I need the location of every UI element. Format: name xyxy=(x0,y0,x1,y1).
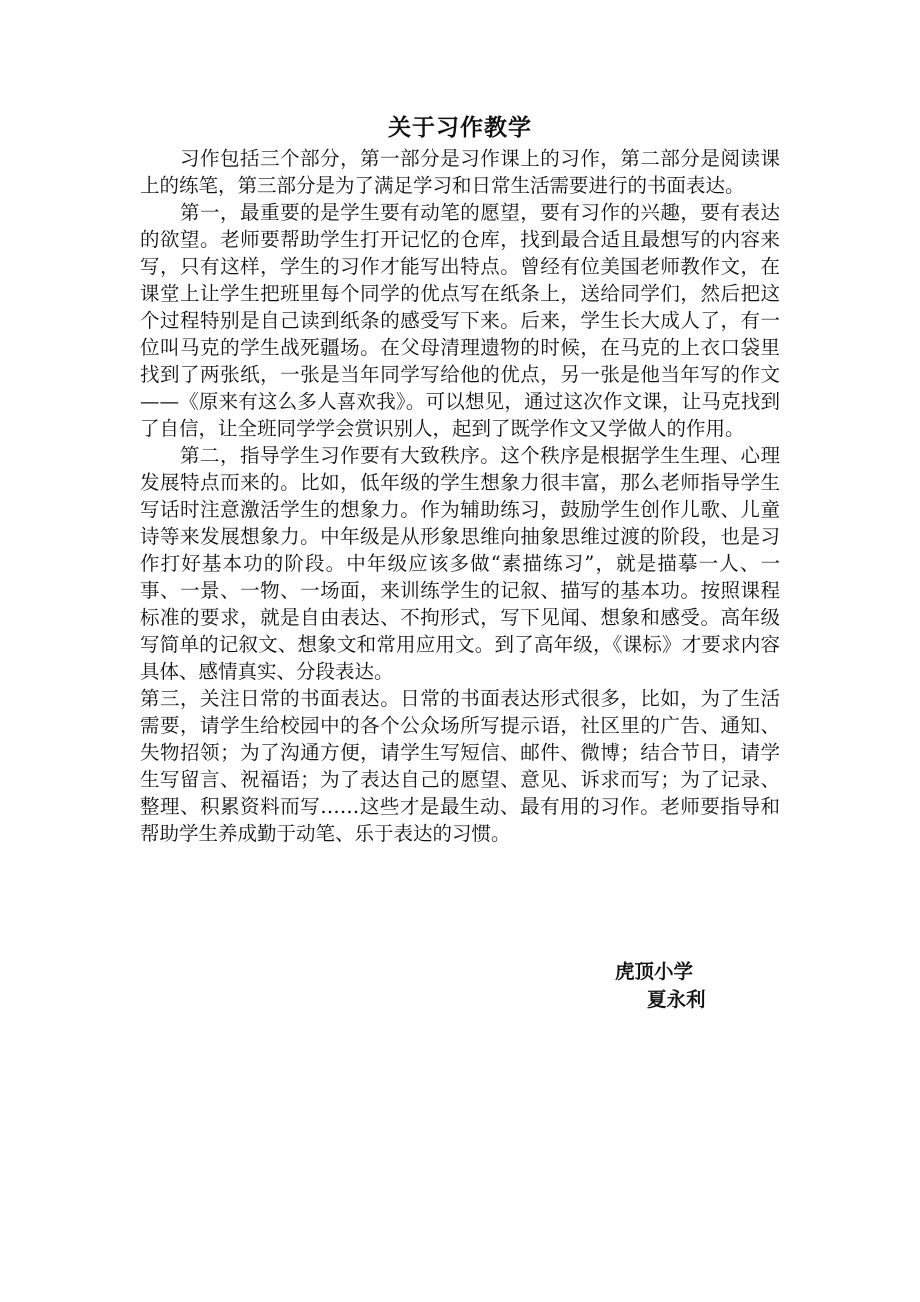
paragraph-second-point: 第二，指导学生习作要有大致秩序。这个秩序是根据学生生理、心理发展特点而来的。比如，低年级的学生想象力很丰富，那么老师指导学生写话时注意激活学生的想象力。作为辅助练习，鼓励学生创作儿歌、儿童诗等来发展想象力。中年级是从形象思维向抽象思维过渡的阶段，也是习作打好基本功的阶段。中年级应该多做“素描练习”，就是描摹一人、一事、一景、一物、一场面，来训练学生的记叙、描写的基本功。按照课程标准的要求，就是自由表达、不拘形式，写下见闻、想象和感受。高年级写简单的记叙文、想象文和常用应用文。到了高年级，《课标》才要求内容具体、感情真实、分段表达。 xyxy=(140,444,780,683)
paragraph-third-point: 第三，关注日常的书面表达。日常的书面表达形式很多，比如，为了生活需要，请学生给校园中的各个公众场所写提示语，社区里的广告、通知、失物招领；为了沟通方便，请学生写短信、邮件、微博；结合节日，请学生写留言、祝福语；为了表达自己的愿望、意见、诉求而写；为了记录、整理、积累资料而写……这些才是最生动、最有用的习作。老师要指导和帮助学生养成勤于动笔、乐于表达的习惯。 xyxy=(140,687,780,845)
document-title: 关于习作教学 xyxy=(388,114,532,141)
signature-author: 夏永利 xyxy=(647,988,706,1011)
signature-block xyxy=(615,958,706,1014)
document-body xyxy=(140,145,780,847)
paragraph-first-point: 第一，最重要的是学生要有动笔的愿望，要有习作的兴趣，要有表达的欲望。老师要帮助学生打开记忆的仓库，找到最合适且最想写的内容来写，只有这样，学生的习作才能写出特点。曾经有位美国老师教作文，在课堂上让学生把班里每个同学的优点写在纸条上，送给同学们，然后把这个过程特别是自己读到纸条的感受写下来。后来，学生长大成人了，有一位叫马克的学生战死疆场。在父母清理遗物的时候，在马克的上衣口袋里找到了两张纸，一张是当年同学写给他的优点，另一张是他当年写的作文——《原来有这么多人喜欢我》。可以想见，通过这次作文课，让马克找到了自信，让全班同学学会赏识别人，起到了既学作文又学做人的作用。 xyxy=(140,201,780,440)
paragraph-intro: 习作包括三个部分，第一部分是习作课上的习作，第二部分是阅读课上的练笔，第三部分是为了满足学习和日常生活需要进行的书面表达。 xyxy=(140,147,780,197)
signature-school: 虎顶小学 xyxy=(615,960,694,983)
